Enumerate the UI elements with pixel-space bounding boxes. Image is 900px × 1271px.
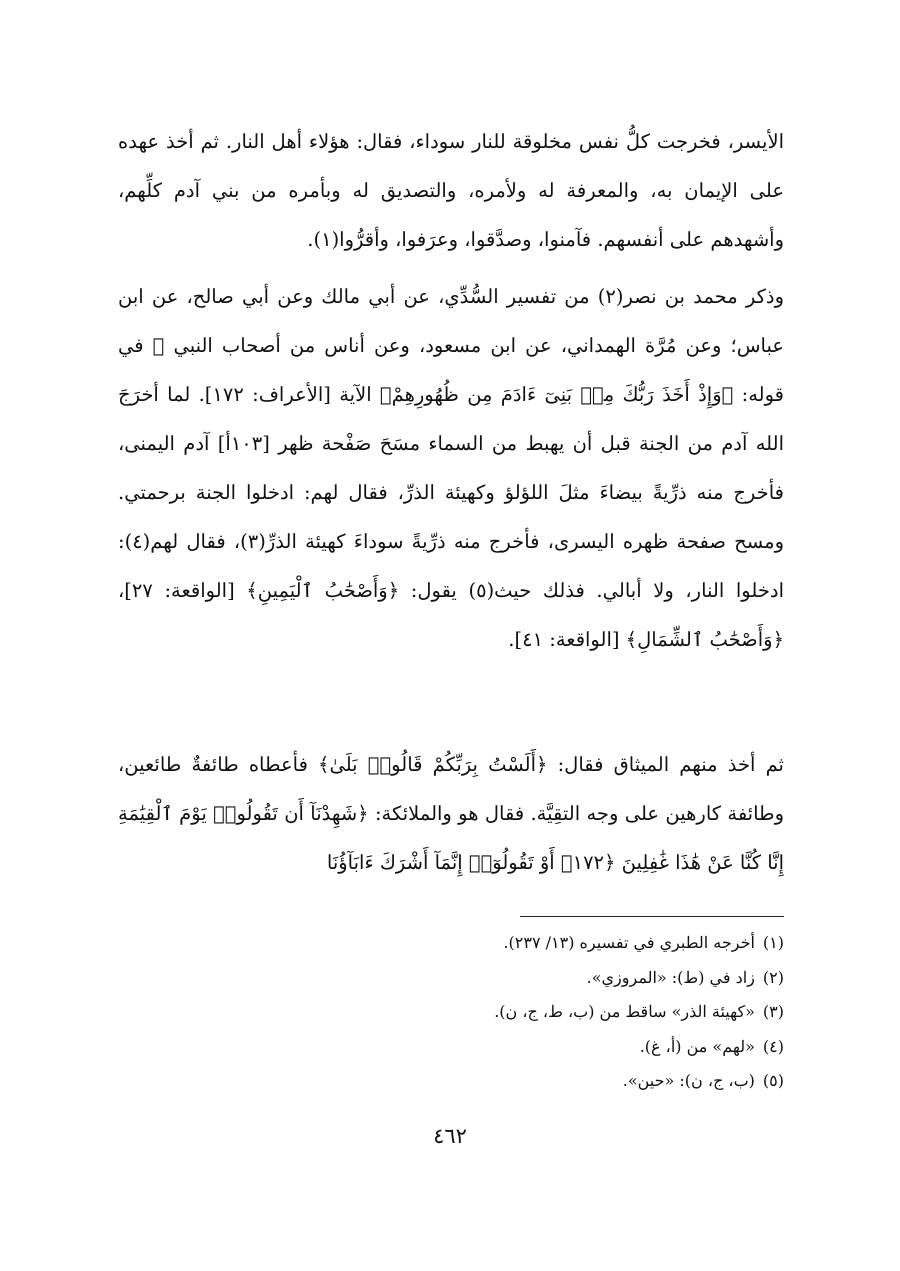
footnote-number: (٢): [762, 967, 784, 987]
footnote-item: [200, 1064, 784, 1099]
paragraph-3: ثم أخذ منهم الميثاق فقال: ﴿أَلَسْتُ بِرَبِّكُمْ قَالُوا۟ بَلَىٰ﴾ فأعطاه طائفةٌ طائعين، وطائفة كارهين على وجه التقِيَّة. فقال هو والملائكة: ﴿شَهِدْنَآ أَن تَقُولُوا۟ يَوْمَ ٱلْقِيَٰمَةِ إِنَّا كُنَّا عَنْ هَٰذَا غَٰفِلِينَ ﴿١٧٢﴾ أَوْ تَقُولُوٓا۟ إِنَّمَآ أَشْرَكَ ءَابَآؤُنَا: [118, 753, 784, 874]
footnote-text: «كهيئة الذر» ساقط من (ب، ط، ج، ن).: [494, 1002, 755, 1021]
footnote-number: (٥): [762, 1071, 784, 1090]
footnote-text: (ب، ج، ن): «حين».: [622, 1071, 755, 1090]
page-number: ٤٦٢: [433, 1124, 467, 1148]
footnote-number: (١): [762, 933, 784, 952]
footnote-text: «لهم» من (أ، غ).: [639, 1036, 755, 1056]
footnote-item: [200, 926, 784, 961]
footnote-number: (٤): [762, 1036, 784, 1056]
paragraph-2: وذكر محمد بن نصر(٢) من تفسير السُّدِّي، عن أبي مالك وعن أبي صالح، عن ابن عباس؛ وعن مُرَّة الهمداني، عن ابن مسعود، وعن أناس من أصحاب النبي ﷺ في قوله: ﴿وَإِذْ أَخَذَ رَبُّكَ مِنۢ بَنِىٓ ءَادَمَ مِن ظُهُورِهِمْ﴾ الآية [الأعراف: ١٧٢]. لما أخرَجَ الله آدم من الجنة قبل أن يهبط من السماء مسَحَ صَفْحة ظهر [١٠٣أ] آدم اليمنى، فأخرج منه ذرِّيةً بيضاءَ مثلَ اللؤلؤ وكهيئة الذرِّ، فقال لهم: ادخلوا الجنة برحمتي. ومسح صفحة ظهره اليسرى، فأخرج منه ذرِّيةً سوداءَ كهيئة الذرِّ(٣)، فقال لهم(٤): ادخلوا النار، ولا أبالي. فذلك حيث(٥) يقول: ﴿وَأَصْحَٰبُ ٱلْيَمِينِ﴾ [الواقعة: ٢٧]، ﴿وَأَصْحَٰبُ ٱلشِّمَالِ﴾ [الواقعة: ٤١].: [118, 285, 785, 651]
paragraph-1: الأيسر، فخرجت كلُّ نفس مخلوقة للنار سوداء، فقال: هؤلاء أهل النار. ثم أخذ عهده على الإيمان به، والمعرفة له ولأمره، والتصديق له وبأمره من بني آدم كلِّهم، وأشهدهم على أنفسهم. فآمنوا، وصدَّقوا، وعرَفوا، وأقرُّوا(١).: [118, 130, 784, 251]
footnote-separator: [520, 916, 784, 917]
footnote-number: (٣): [762, 1002, 784, 1021]
footnote-text: زاد في (ط): «المروزي».: [586, 967, 755, 987]
footnote-item: [200, 961, 784, 996]
footnote-item: [200, 995, 784, 1030]
footnote-text: أخرجه الطبري في تفسيره (١٣/ ٢٣٧).: [503, 933, 755, 952]
footnote-item: [200, 1030, 784, 1065]
footnotes-list: [200, 926, 784, 1099]
